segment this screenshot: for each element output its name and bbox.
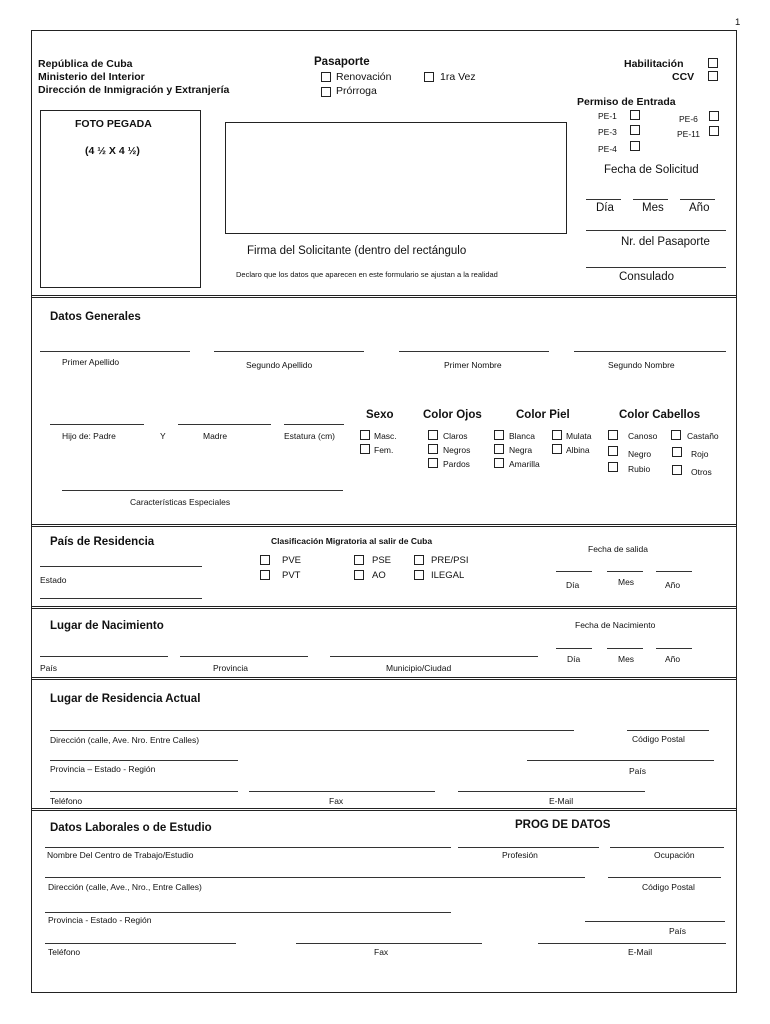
pais-residencia-title: País de Residencia [50,536,155,548]
nacimiento-ano: Año [665,654,681,664]
salida-ano-field[interactable] [656,571,692,572]
primer-apellido-field[interactable] [40,351,190,352]
pre-psi-checkbox[interactable] [414,555,424,565]
nacimiento-dia-field[interactable] [556,648,592,649]
albina-checkbox[interactable] [552,444,562,454]
laborales-ocupacion-field[interactable] [610,847,724,848]
photo-size: (4 ½ X 4 ½) [85,145,140,157]
otros-label: Otros [691,467,712,477]
page-number: 1 [735,17,741,28]
divider-4 [31,677,737,680]
prorroga-label: Prórroga [336,85,377,97]
laborales-ocupacion-label: Ocupación [654,850,695,860]
rojo-label: Rojo [691,449,709,459]
permiso-title: Permiso de Entrada [577,96,676,108]
divider-5 [31,808,737,811]
nacimiento-provincia-label: Provincia [213,663,248,673]
residencia-fax-label: Fax [329,796,344,806]
laborales-profesion-field[interactable] [458,847,599,848]
renovacion-label: Renovación [336,71,392,83]
laborales-codigo-postal-field[interactable] [608,877,721,878]
prorroga-checkbox[interactable] [321,87,331,97]
claros-label: Claros [443,431,468,441]
masc-checkbox[interactable] [360,430,370,440]
header-direccion: Dirección de Inmigración y Extranjería [38,84,230,96]
photo-title: FOTO PEGADA [75,118,152,130]
salida-dia: Día [566,580,580,590]
solicitud-ano: Año [689,202,710,214]
rubio-label: Rubio [628,464,651,474]
pe6-checkbox[interactable] [709,111,719,121]
rojo-checkbox[interactable] [672,447,682,457]
consulado-line [586,267,726,268]
primera-vez-label: 1ra Vez [440,71,476,83]
salida-mes-field[interactable] [607,571,643,572]
laborales-provincia-field[interactable] [45,912,451,913]
segundo-apellido-field[interactable] [214,351,364,352]
laborales-email-field[interactable] [538,943,726,944]
solicitud-dia: Día [596,202,614,214]
pre-psi-label: PRE/PSI [431,555,469,566]
laborales-centro-label: Nombre Del Centro de Trabajo/Estudio [47,850,194,860]
laborales-telefono-field[interactable] [45,943,236,944]
residencia-direccion-field[interactable] [50,730,574,731]
divider-3 [31,606,737,609]
header-ministerio: Ministerio del Interior [38,71,145,83]
residencia-email-label: E-Mail [549,796,574,806]
photo-box [40,110,201,288]
negros-label: Negros [443,445,471,455]
prog-datos: PROG DE DATOS [515,819,611,831]
cabellos-title: Color Cabellos [619,409,701,421]
salida-dia-field[interactable] [556,571,592,572]
albina-label: Albina [566,445,590,455]
residencia-codigo-postal-label: Código Postal [632,734,685,744]
fecha-salida-title: Fecha de salida [588,544,649,554]
pe4-label: PE-4 [598,144,617,154]
negros-checkbox[interactable] [428,444,438,454]
segundo-nombre-field[interactable] [574,351,726,352]
estatura-label: Estatura (cm) [284,431,336,441]
pasaporte-title: Pasaporte [314,56,370,68]
laborales-direccion-field[interactable] [45,877,585,878]
residencia-pais-field[interactable] [527,760,714,761]
pe3-label: PE-3 [598,127,617,137]
datos-generales-title: Datos Generales [50,311,141,323]
pse-checkbox[interactable] [354,555,364,565]
laborales-direccion-label: Dirección (calle, Ave., Nro., Entre Calles) [48,882,202,892]
laborales-profesion-label: Profesión [502,850,538,860]
hijo-padre-label: Hijo de: Padre [62,431,116,441]
ilegal-checkbox[interactable] [414,570,424,580]
pe11-checkbox[interactable] [709,126,719,136]
residencia-fax-field[interactable] [249,791,435,792]
pais-residencia-field[interactable] [40,566,202,567]
firma-label: Firma del Solicitante (dentro del rectángulo [247,245,467,257]
negro-checkbox[interactable] [608,446,618,456]
renovacion-checkbox[interactable] [321,72,331,82]
residencia-provincia-label: Provincia – Estado - Región [50,764,156,774]
nr-pasaporte-line [586,230,726,231]
pe1-checkbox[interactable] [630,110,640,120]
solicitud-mes: Mes [642,202,664,214]
madre-label: Madre [203,431,228,441]
fecha-nacimiento-title: Fecha de Nacimiento [575,620,656,630]
castano-label: Castaño [687,431,719,441]
residencia-actual-title: Lugar de Residencia Actual [50,693,201,705]
solicitud-ano-line [680,199,715,200]
declaro-text: Declaro que los datos que aparecen en este formulario se ajustan a la realidad [236,270,498,279]
rubio-checkbox[interactable] [608,462,618,472]
laborales-pais-label: País [669,926,687,936]
residencia-telefono-label: Teléfono [50,796,83,806]
piel-title: Color Piel [516,409,570,421]
fem-label: Fem. [374,445,394,455]
pvt-label: PVT [282,570,301,581]
sexo-title: Sexo [366,409,394,421]
primer-apellido-label: Primer Apellido [62,357,120,367]
nacimiento-dia: Día [567,654,581,664]
laborales-pais-field[interactable] [585,921,725,922]
ao-checkbox[interactable] [354,570,364,580]
residencia-provincia-field[interactable] [50,760,238,761]
laborales-fax-field[interactable] [296,943,482,944]
residencia-pais-label: País [629,766,647,776]
amarilla-checkbox[interactable] [494,458,504,468]
laborales-centro-field[interactable] [45,847,451,848]
mulata-checkbox[interactable] [552,430,562,440]
fecha-solicitud-title: Fecha de Solicitud [604,164,699,176]
lugar-nacimiento-title: Lugar de Nacimiento [50,620,164,632]
amarilla-label: Amarilla [509,459,540,469]
pe4-checkbox[interactable] [630,141,640,151]
habilitacion-label: Habilitación [624,58,684,70]
caracteristicas-field[interactable] [62,490,343,491]
castano-checkbox[interactable] [671,430,681,440]
mulata-label: Mulata [566,431,592,441]
negra-label: Negra [509,445,533,455]
blanca-checkbox[interactable] [494,430,504,440]
segundo-apellido-label: Segundo Apellido [246,360,313,370]
laborales-email-label: E-Mail [628,947,653,957]
caracteristicas-label: Características Especiales [130,497,231,507]
ccv-checkbox[interactable] [708,71,718,81]
estado-field[interactable] [40,598,202,599]
pvt-checkbox[interactable] [260,570,270,580]
negra-checkbox[interactable] [494,444,504,454]
primera-vez-checkbox[interactable] [424,72,434,82]
clasificacion-title: Clasificación Migratoria al salir de Cuba [271,536,433,546]
pe1-label: PE-1 [598,111,617,121]
nr-pasaporte-label: Nr. del Pasaporte [621,236,710,248]
nacimiento-ano-field[interactable] [656,648,692,649]
pardos-label: Pardos [443,459,470,469]
solicitud-mes-line [633,199,668,200]
nacimiento-pais-label: País [40,663,58,673]
nacimiento-municipio-field[interactable] [330,656,538,657]
otros-checkbox[interactable] [672,465,682,475]
divider-1 [31,295,737,298]
canoso-checkbox[interactable] [608,430,618,440]
nacimiento-provincia-field[interactable] [180,656,308,657]
canoso-label: Canoso [628,431,658,441]
padre-field[interactable] [50,424,144,425]
nacimiento-mes: Mes [618,654,635,664]
negro-label: Negro [628,449,652,459]
signature-box[interactable] [225,122,567,234]
laborales-title: Datos Laborales o de Estudio [50,822,212,834]
nacimiento-municipio-label: Municipio/Ciudad [386,663,452,673]
nacimiento-pais-field[interactable] [40,656,168,657]
habilitacion-checkbox[interactable] [708,58,718,68]
laborales-provincia-label: Provincia - Estado - Región [48,915,152,925]
pe6-label: PE-6 [679,114,698,124]
residencia-email-field[interactable] [458,791,645,792]
divider-2 [31,524,737,527]
pse-label: PSE [372,555,392,566]
segundo-nombre-label: Segundo Nombre [608,360,675,370]
nacimiento-mes-field[interactable] [607,648,643,649]
fem-checkbox[interactable] [360,444,370,454]
pe3-checkbox[interactable] [630,125,640,135]
masc-label: Masc. [374,431,397,441]
pve-checkbox[interactable] [260,555,270,565]
laborales-fax-label: Fax [374,947,389,957]
residencia-direccion-label: Dirección (calle, Ave. Nro. Entre Calles) [50,735,200,745]
pe11-label: PE-11 [677,129,700,139]
laborales-codigo-postal-label: Código Postal [642,882,695,892]
pardos-checkbox[interactable] [428,458,438,468]
y-label: Y [160,431,166,441]
ao-label: AO [372,570,386,581]
laborales-telefono-label: Teléfono [48,947,81,957]
primer-nombre-field[interactable] [399,351,549,352]
claros-checkbox[interactable] [428,430,438,440]
solicitud-dia-line [586,199,621,200]
salida-ano: Año [665,580,681,590]
estatura-field[interactable] [284,424,344,425]
primer-nombre-label: Primer Nombre [444,360,502,370]
ilegal-label: ILEGAL [431,570,465,581]
residencia-telefono-field[interactable] [50,791,238,792]
pve-label: PVE [282,555,302,566]
residencia-codigo-postal-field[interactable] [627,730,709,731]
ccv-label: CCV [672,71,695,83]
ojos-title: Color Ojos [423,409,482,421]
estado-label: Estado [40,575,67,585]
madre-field[interactable] [178,424,271,425]
header-republica: República de Cuba [38,58,133,70]
blanca-label: Blanca [509,431,535,441]
salida-mes: Mes [618,577,635,587]
consulado-label: Consulado [619,271,674,283]
